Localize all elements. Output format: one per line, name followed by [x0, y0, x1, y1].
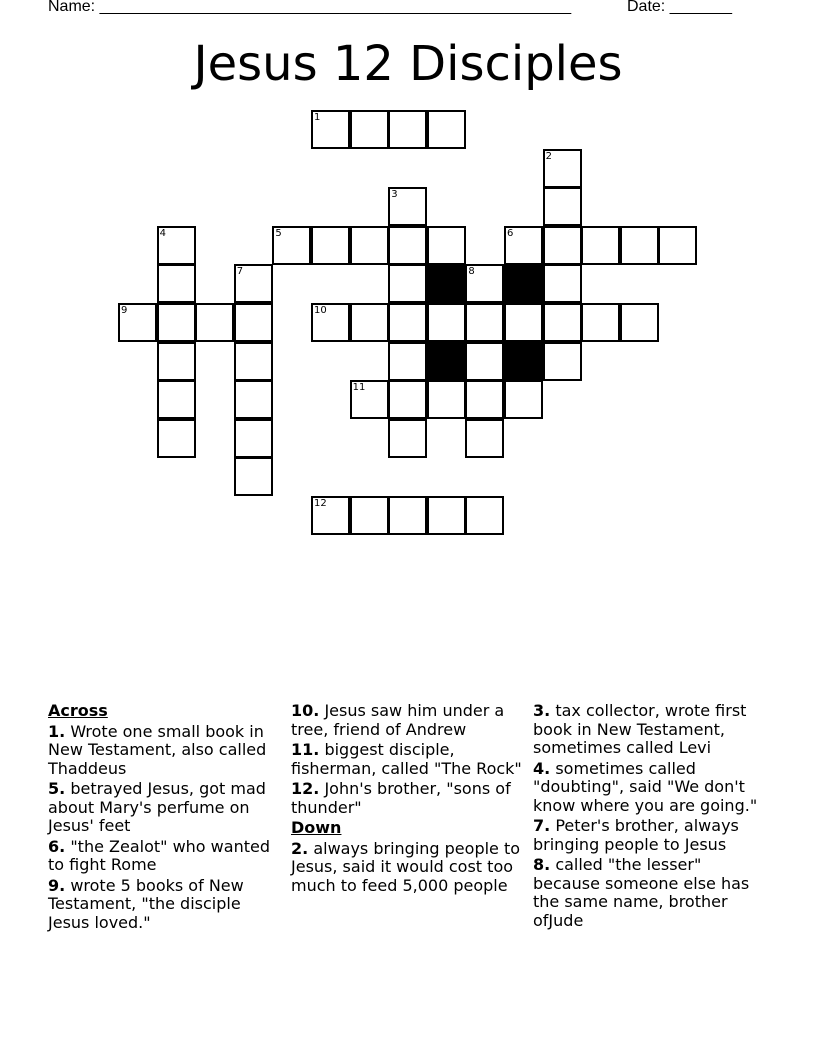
clue-number: 11 [352, 382, 366, 394]
clue-across-9: 9. wrote 5 books of New Testament, "the disciple Jesus loved." [48, 875, 244, 932]
clue-number: 6 [507, 227, 514, 239]
clues-column-1 [48, 702, 280, 934]
down-heading: Down [291, 818, 342, 837]
clue-down-8: 8. called "the lesser" because someone else has the same name, brother ofJude [533, 855, 750, 930]
clue-number: 5 [275, 227, 282, 239]
crossword-cell[interactable] [543, 149, 582, 188]
crossword-cell[interactable] [543, 342, 582, 381]
clue-number: 12 [314, 498, 327, 509]
crossword-cell[interactable] [465, 380, 504, 419]
crossword-cell[interactable] [388, 303, 427, 342]
crossword-cell[interactable] [388, 110, 427, 149]
clue-number: 8 [468, 266, 475, 278]
crossword-cell[interactable] [388, 226, 427, 265]
crossword-cell[interactable] [543, 264, 582, 303]
crossword-cell[interactable] [427, 496, 466, 535]
clue-number: 10 [314, 305, 327, 316]
clue-down-7: 7. Peter's brother, always bringing people to Jesus [533, 816, 739, 854]
crossword-cell[interactable] [350, 303, 389, 342]
clue-number: 7 [236, 266, 244, 278]
crossword-cell[interactable] [157, 380, 196, 419]
black-cell [427, 342, 466, 381]
clue-across-5: 5. betrayed Jesus, got mad about Mary's perfume on Jesus' feet [48, 779, 266, 835]
crossword-cell[interactable] [504, 380, 543, 419]
crossword-cell[interactable] [234, 303, 273, 342]
clue-number: 4 [159, 227, 166, 239]
clue-across-11: 11. biggest disciple, fisherman, called "The Rock" [291, 740, 522, 778]
crossword-cell[interactable] [157, 264, 196, 303]
clue-down-4: 4. sometimes called "doubting", said "We don't know where you are going." [533, 758, 758, 815]
clue-down-3: 3. tax collector, wrote first book in New Testament, sometimes called Levi [533, 701, 747, 757]
crossword-cell[interactable] [350, 380, 389, 419]
crossword-cell[interactable] [234, 380, 273, 419]
crossword-cell[interactable] [157, 226, 196, 265]
crossword-cell[interactable] [350, 110, 389, 149]
crossword-cell[interactable] [157, 342, 196, 381]
across-heading: Across [48, 701, 108, 720]
clue-number: 9 [121, 305, 128, 316]
crossword-cell[interactable] [581, 303, 620, 342]
crossword-cell[interactable] [543, 187, 582, 226]
crossword-cell[interactable] [581, 226, 620, 265]
crossword-cell[interactable] [388, 380, 427, 419]
crossword-cell[interactable] [234, 264, 273, 303]
crossword-cell[interactable] [350, 226, 389, 265]
page-title: Jesus 12 Disciples [193, 36, 623, 92]
crossword-cell[interactable] [157, 419, 196, 458]
crossword-cell[interactable] [504, 226, 543, 265]
crossword-cell[interactable] [543, 226, 582, 265]
crossword-cell[interactable] [620, 226, 659, 265]
clue-across-6: 6. "the Zealot" who wanted to fight Rome [48, 836, 270, 874]
crossword-cell[interactable] [465, 264, 504, 303]
crossword-cell[interactable] [311, 226, 350, 265]
crossword-cell[interactable] [388, 264, 427, 303]
crossword-cell[interactable] [388, 496, 427, 535]
crossword-cell[interactable] [195, 303, 234, 342]
black-cell [504, 264, 543, 303]
name-field-label: Name: _____________________________________________________ [48, 0, 572, 15]
crossword-cell[interactable] [350, 496, 389, 535]
crossword-cell[interactable] [388, 342, 427, 381]
date-field-label: Date: _______ [627, 0, 732, 15]
clue-across-10: 10. Jesus saw him under a tree, friend of Andrew [291, 701, 505, 739]
clue-down-2: 2. always bringing people to Jesus, said it would cost too much to feed 5,000 people [291, 838, 521, 895]
clues-column-2 [291, 702, 523, 897]
crossword-cell[interactable] [427, 226, 466, 265]
crossword-cell[interactable] [234, 419, 273, 458]
clues-column-3 [533, 702, 771, 932]
crossword-cell[interactable] [427, 110, 466, 149]
clue-number: 3 [391, 189, 398, 201]
crossword-cell[interactable] [465, 342, 504, 381]
crossword-cell[interactable] [620, 303, 659, 342]
crossword-cell[interactable] [311, 303, 350, 342]
crossword-cell[interactable] [658, 226, 697, 265]
crossword-cell[interactable] [311, 110, 350, 149]
crossword-cell[interactable] [388, 187, 427, 226]
clue-across-12: 12. John's brother, "sons of thunder" [291, 779, 511, 817]
crossword-cell[interactable] [504, 303, 543, 342]
crossword-cell[interactable] [427, 380, 466, 419]
crossword-cell[interactable] [234, 342, 273, 381]
crossword-cell[interactable] [272, 226, 311, 265]
clue-number: 2 [545, 150, 552, 162]
crossword-cell[interactable] [388, 419, 427, 458]
crossword-cell[interactable] [465, 303, 504, 342]
crossword-cell[interactable] [311, 496, 350, 535]
crossword-cell[interactable] [157, 303, 196, 342]
crossword-cell[interactable] [234, 457, 273, 496]
black-cell [504, 342, 543, 381]
black-cell [427, 264, 466, 303]
clue-across-1: 1. Wrote one small book in New Testament, also called Thaddeus [48, 721, 267, 778]
crossword-cell[interactable] [543, 303, 582, 342]
crossword-cell[interactable] [118, 303, 157, 342]
crossword-cell[interactable] [465, 419, 504, 458]
crossword-cell[interactable] [465, 496, 504, 535]
crossword-cell[interactable] [427, 303, 466, 342]
clue-number: 1 [314, 112, 321, 123]
